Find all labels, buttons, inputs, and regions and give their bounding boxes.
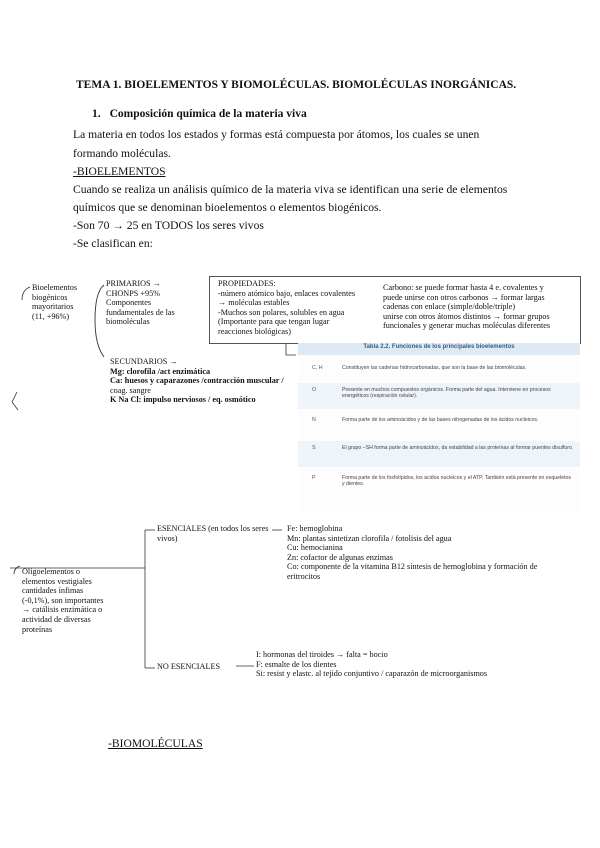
note-line: Mg: clorofila /act enzimática bbox=[110, 366, 211, 376]
note-line: coag. sangre bbox=[110, 385, 151, 395]
note-line: actividad de diversas bbox=[22, 614, 91, 624]
list-item: eritrocitos bbox=[287, 571, 321, 581]
brace-mayoritarios bbox=[22, 287, 30, 300]
note-line: Ca: huesos y caparazones /contracción muscular / bbox=[110, 376, 284, 386]
note-carbono bbox=[383, 283, 550, 331]
note-line: unirse con otros átomos distintos → formar grupos bbox=[383, 311, 550, 321]
note-line: (11, +96%) bbox=[32, 311, 70, 321]
note-line: biomoléculas bbox=[106, 317, 150, 327]
note-no-esenciales: NO ESENCIALES bbox=[157, 662, 220, 671]
note-line: reacciones biológicas) bbox=[218, 326, 291, 336]
list-item: I: hormonas del tiroides → falta = bocio bbox=[256, 650, 388, 659]
table-desc: Constituyen las cadenas hidrocarbonadas, que son la base de las biomoléculas. bbox=[342, 365, 527, 371]
note-line: vivos) bbox=[157, 533, 178, 543]
note-primarios bbox=[106, 279, 175, 327]
note-line: CHONPS +95% bbox=[106, 288, 160, 298]
note-esenciales bbox=[157, 524, 268, 543]
note-line: SECUNDARIOS → bbox=[110, 357, 178, 366]
note-secundarios bbox=[110, 357, 284, 405]
note-line: PRIMARIOS → bbox=[106, 279, 161, 288]
intro-line-1: La materia en todos los estados y formas está compuesta por átomos, los cuales se unen bbox=[73, 128, 480, 141]
bioelementos-line-3: -Son 70 → 25 en TODOS los seres vivos bbox=[73, 219, 264, 232]
bioelementos-heading: -BIOELEMENTOS bbox=[73, 165, 166, 178]
functions-table bbox=[298, 343, 580, 513]
note-line: mayoritarios bbox=[32, 302, 74, 312]
note-line: Oligoelementos o bbox=[22, 567, 80, 576]
intro-line-2: formando moléculas. bbox=[73, 147, 171, 160]
note-line: puede unirse con otros carbonos → formar largas bbox=[383, 292, 545, 302]
bioelementos-line-2: químicos que se denominan bioelementos o elementos biogénicos. bbox=[73, 201, 382, 214]
note-line: funcionales y generar muchas moléculas diferentes bbox=[383, 321, 551, 331]
section-heading-text: Composición química de la materia viva bbox=[109, 108, 307, 120]
note-mayoritarios bbox=[32, 283, 77, 321]
list-item: Zn: cofactor de algunas enzimas bbox=[287, 552, 393, 562]
list-item: F: esmalte de los dientes bbox=[256, 659, 337, 669]
note-oligoelementos bbox=[22, 567, 103, 634]
table-desc: Presente en muchos compuestos orgánicos. Forma parte del agua. Interviene en procesos energéticos (respiración celular). bbox=[342, 387, 551, 400]
note-line: cadenas con enlace (simple/doble/triple) bbox=[383, 302, 516, 312]
section-number: 1. bbox=[92, 108, 101, 120]
note-line: (-0,1%), son importantes bbox=[22, 595, 104, 605]
note-line: Bioelementos bbox=[32, 283, 78, 292]
note-line: elementos vestigiales bbox=[22, 576, 92, 586]
table-row bbox=[298, 441, 580, 467]
bioelementos-line-4: -Se clasifican en: bbox=[73, 237, 153, 250]
table-symbol: S bbox=[312, 445, 316, 451]
table-symbol: O bbox=[312, 387, 317, 393]
list-item: Co: componente de la vitamina B12 síntesis de hemoglobina y formación de bbox=[287, 562, 538, 572]
margin-mark bbox=[12, 392, 18, 410]
note-line: -Muchos son polares, solubles en agua bbox=[218, 307, 345, 317]
list-item: Fe: hemoglobina bbox=[287, 524, 343, 533]
list-item: Mn: plantas sintetizan clorofila / fotolisis del agua bbox=[287, 533, 452, 543]
table-desc: Forma parte de los aminoácidos y de las bases nitrogenadas de los ácidos nucleicos. bbox=[342, 417, 539, 423]
note-line: → catálisis enzimática o bbox=[22, 605, 103, 615]
brace-primarios-secundarios bbox=[95, 285, 104, 357]
note-propiedades bbox=[218, 279, 355, 337]
table-desc: El grupo –SH forma parte de aminoácidos, da estabilidad a las proteínas al formar puentes disulfuro. bbox=[342, 445, 574, 451]
esenciales-list bbox=[287, 524, 537, 582]
bioelementos-line-1: Cuando se realiza un análisis químico de la materia viva se identifican una serie de elementos bbox=[73, 183, 508, 196]
note-line: cantidades ínfimas bbox=[22, 586, 84, 596]
table-symbol: N bbox=[312, 417, 316, 423]
biomoleculas-heading: -BIOMOLÉCULAS bbox=[108, 737, 203, 750]
note-line: Componentes bbox=[106, 298, 152, 308]
note-line: Carbono: se puede formar hasta 4 e. covalentes y bbox=[383, 283, 544, 292]
note-line: fundamentales de las bbox=[106, 307, 175, 317]
note-line: PROPIEDADES: bbox=[218, 279, 276, 288]
note-line: -número atómico bajo, enlaces covalentes bbox=[218, 288, 356, 298]
table-symbol: C, H bbox=[312, 365, 323, 371]
note-line: → moléculas estables bbox=[218, 298, 290, 308]
table-symbol: P bbox=[312, 475, 316, 481]
list-item: Cu: hemocianina bbox=[287, 543, 343, 553]
page-title: TEMA 1. BIOELEMENTOS Y BIOMOLÉCULAS. BIOMOLÉCULAS INORGÁNICAS. bbox=[76, 79, 517, 91]
note-line: K Na Cl: impulso nerviosos / eq. osmótico bbox=[110, 395, 256, 405]
note-line: (Importante para que tengan lugar bbox=[218, 317, 330, 327]
list-item: Si: resist y elastc. al tejido conjuntivo / caparazón de microorganismos bbox=[256, 669, 488, 679]
note-line: biogénicos bbox=[32, 292, 68, 302]
note-line: ESENCIALES (en todos los seres bbox=[157, 524, 269, 533]
note-line: proteínas bbox=[22, 624, 53, 634]
table-row bbox=[298, 383, 580, 409]
no-esenciales-list bbox=[256, 650, 487, 679]
table-title: Tabla 2.2. Funciones de los principales bioelementos bbox=[363, 344, 515, 350]
table-desc: Forma parte de los fosfolípidos, los ácidos nucleicos y el ATP. También está presente en esqueletos y dientes. bbox=[342, 475, 571, 488]
